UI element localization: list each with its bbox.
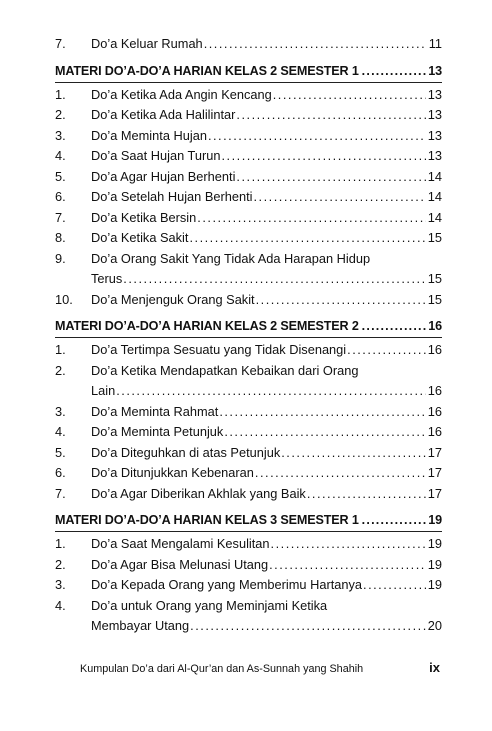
entry-page-number: 20 bbox=[427, 618, 442, 633]
entry-title: Do’a Meminta Rahmat bbox=[91, 403, 219, 419]
entry-title: Do’a Diteguhkan di atas Petunjuk bbox=[91, 444, 281, 460]
entry-page-number: 13 bbox=[427, 107, 442, 122]
entry-number: 7. bbox=[55, 209, 66, 225]
footer-page-number: ix bbox=[429, 660, 440, 675]
dot-leader bbox=[362, 510, 427, 530]
entry-page-number: 13 bbox=[427, 148, 442, 163]
section-title: MATERI DO’A-DO’A HARIAN KELAS 2 SEMESTER 1 bbox=[55, 63, 359, 78]
toc-entry[interactable] bbox=[55, 575, 442, 596]
entry-title: Do’a Ketika Bersin bbox=[91, 209, 197, 225]
entry-title: Do’a untuk Orang yang Meminjami Ketika bbox=[91, 597, 328, 613]
toc-section-heading[interactable] bbox=[55, 61, 442, 83]
dot-leader bbox=[255, 463, 426, 484]
entry-title: Do’a Ketika Sakit bbox=[91, 230, 189, 245]
toc-entry-continuation[interactable] bbox=[55, 616, 442, 637]
toc-entry[interactable] bbox=[55, 555, 442, 576]
entry-page-number: 15 bbox=[427, 291, 442, 307]
entry-title: Do’a Ketika Ada Angin Kencang bbox=[91, 86, 272, 102]
dot-leader bbox=[254, 187, 426, 208]
toc-entry[interactable] bbox=[55, 484, 442, 505]
entry-page-number: 17 bbox=[427, 465, 442, 480]
entry-page-number: 17 bbox=[427, 444, 442, 460]
dot-leader bbox=[190, 616, 426, 637]
dot-leader bbox=[362, 61, 427, 81]
entry-number: 8. bbox=[55, 230, 66, 245]
entry-title: Do’a Meminta Hujan bbox=[91, 127, 207, 143]
toc-entry[interactable] bbox=[55, 402, 442, 423]
toc-entry[interactable] bbox=[55, 422, 442, 443]
toc-entry[interactable] bbox=[55, 340, 442, 361]
entry-page-number: 16 bbox=[427, 403, 442, 419]
entry-page-number: 17 bbox=[427, 485, 442, 501]
entry-page-number: 15 bbox=[427, 271, 442, 286]
dot-leader bbox=[271, 534, 426, 555]
entry-title: Do’a Agar Diberikan Akhlak yang Baik bbox=[91, 485, 306, 501]
toc-entry[interactable] bbox=[55, 34, 442, 55]
toc-entry[interactable] bbox=[55, 85, 442, 106]
entry-title-continued: Terus bbox=[91, 271, 123, 286]
entry-number: 3. bbox=[55, 577, 66, 592]
entry-page-number: 19 bbox=[427, 577, 442, 592]
entry-title-continued: Membayar Utang bbox=[91, 618, 190, 633]
entry-number: 5. bbox=[55, 444, 66, 460]
entry-title: Do’a Keluar Rumah bbox=[91, 36, 203, 51]
dot-leader bbox=[224, 422, 425, 443]
section-page-number: 16 bbox=[428, 319, 442, 333]
entry-number: 1. bbox=[55, 86, 66, 102]
entry-page-number: 19 bbox=[427, 536, 442, 551]
section-title: MATERI DO’A-DO’A HARIAN KELAS 2 SEMESTER 2 bbox=[55, 319, 359, 333]
dot-leader bbox=[362, 316, 427, 336]
dot-leader bbox=[347, 340, 426, 361]
entry-title: Do’a Ketika Mendapatkan Kebaikan dari Orang bbox=[91, 362, 359, 378]
dot-leader bbox=[307, 484, 426, 505]
entry-title: Do’a Agar Hujan Berhenti bbox=[91, 168, 236, 184]
entry-title: Do’a Kepada Orang yang Memberimu Hartanya bbox=[91, 577, 363, 592]
toc-section-heading[interactable] bbox=[55, 510, 442, 532]
toc-entry[interactable] bbox=[55, 208, 442, 229]
section-title: MATERI DO’A-DO’A HARIAN KELAS 3 SEMESTER 1 bbox=[55, 513, 359, 527]
dot-leader bbox=[208, 126, 426, 147]
toc-entry[interactable] bbox=[55, 290, 442, 311]
toc-entry[interactable] bbox=[55, 146, 442, 167]
entry-page-number: 19 bbox=[427, 556, 442, 572]
page-footer bbox=[80, 660, 440, 675]
entry-title: Do’a Saat Mengalami Kesulitan bbox=[91, 536, 270, 551]
entry-title: Do’a Saat Hujan Turun bbox=[91, 148, 221, 163]
toc-entry[interactable] bbox=[55, 361, 442, 382]
toc-entry[interactable] bbox=[55, 228, 442, 249]
toc-entry[interactable] bbox=[55, 167, 442, 188]
dot-leader bbox=[281, 443, 426, 464]
dot-leader bbox=[269, 555, 426, 576]
entry-number: 1. bbox=[55, 342, 66, 357]
dot-leader bbox=[273, 85, 426, 106]
dot-leader bbox=[219, 402, 425, 423]
dot-leader bbox=[204, 34, 427, 55]
entry-title: Do’a Menjenguk Orang Sakit bbox=[91, 291, 255, 307]
entry-number: 3. bbox=[55, 403, 66, 419]
entry-page-number: 16 bbox=[427, 342, 442, 357]
dot-leader bbox=[236, 105, 425, 126]
entry-number: 7. bbox=[55, 485, 66, 501]
entry-page-number: 16 bbox=[427, 383, 442, 398]
entry-page-number: 16 bbox=[427, 424, 442, 439]
entry-number: 6. bbox=[55, 465, 66, 480]
toc-entry[interactable] bbox=[55, 443, 442, 464]
dot-leader bbox=[123, 269, 425, 290]
dot-leader bbox=[221, 146, 425, 167]
section-page-number: 19 bbox=[428, 513, 442, 527]
entry-page-number: 14 bbox=[427, 168, 442, 184]
toc-entry-continuation[interactable] bbox=[55, 381, 442, 402]
entry-title: Do’a Orang Sakit Yang Tidak Ada Harapan Hidup bbox=[91, 250, 371, 266]
dot-leader bbox=[116, 381, 426, 402]
entry-number: 2. bbox=[55, 362, 66, 378]
entry-title: Do’a Tertimpa Sesuatu yang Tidak Disenangi bbox=[91, 342, 347, 357]
toc-entry[interactable] bbox=[55, 534, 442, 555]
entry-title: Do’a Setelah Hujan Berhenti bbox=[91, 189, 253, 204]
entry-number: 7. bbox=[55, 36, 66, 51]
entry-number: 2. bbox=[55, 556, 66, 572]
toc-entry[interactable] bbox=[55, 126, 442, 147]
entry-title: Do’a Ketika Ada Halilintar bbox=[91, 107, 236, 122]
entry-title-continued: Lain bbox=[91, 383, 116, 398]
entry-page-number: 14 bbox=[427, 189, 442, 204]
toc-entry-continuation[interactable] bbox=[55, 269, 442, 290]
entry-number: 1. bbox=[55, 536, 66, 551]
entry-number: 3. bbox=[55, 127, 66, 143]
toc-entry[interactable] bbox=[55, 105, 442, 126]
entry-number: 10. bbox=[55, 291, 73, 307]
entry-title: Do’a Meminta Petunjuk bbox=[91, 424, 224, 439]
toc-section-heading[interactable] bbox=[55, 316, 442, 338]
toc-entry[interactable] bbox=[55, 187, 442, 208]
dot-leader bbox=[256, 290, 426, 311]
dot-leader bbox=[236, 167, 425, 188]
entry-number: 6. bbox=[55, 189, 66, 204]
toc-entry[interactable] bbox=[55, 596, 442, 617]
entry-number: 4. bbox=[55, 597, 66, 613]
entry-number: 9. bbox=[55, 250, 66, 266]
entry-page-number: 14 bbox=[427, 209, 442, 225]
section-page-number: 13 bbox=[428, 63, 442, 78]
toc-entry[interactable] bbox=[55, 463, 442, 484]
toc-entry[interactable] bbox=[55, 249, 442, 270]
entry-page-number: 11 bbox=[428, 36, 442, 51]
entry-page-number: 15 bbox=[427, 230, 442, 245]
entry-number: 4. bbox=[55, 148, 66, 163]
entry-page-number: 13 bbox=[427, 86, 442, 102]
footer-book-title: Kumpulan Do’a dari Al-Qur’an dan As-Sunnah yang Shahih bbox=[80, 663, 364, 675]
entry-title: Do’a Ditunjukkan Kebenaran bbox=[91, 465, 254, 480]
entry-number: 2. bbox=[55, 107, 66, 122]
dot-leader bbox=[189, 228, 425, 249]
entry-number: 4. bbox=[55, 424, 66, 439]
table-of-contents bbox=[55, 34, 442, 637]
entry-page-number: 13 bbox=[427, 127, 442, 143]
entry-number: 5. bbox=[55, 168, 66, 184]
dot-leader bbox=[197, 208, 425, 229]
dot-leader bbox=[363, 575, 426, 596]
entry-title: Do’a Agar Bisa Melunasi Utang bbox=[91, 556, 269, 572]
